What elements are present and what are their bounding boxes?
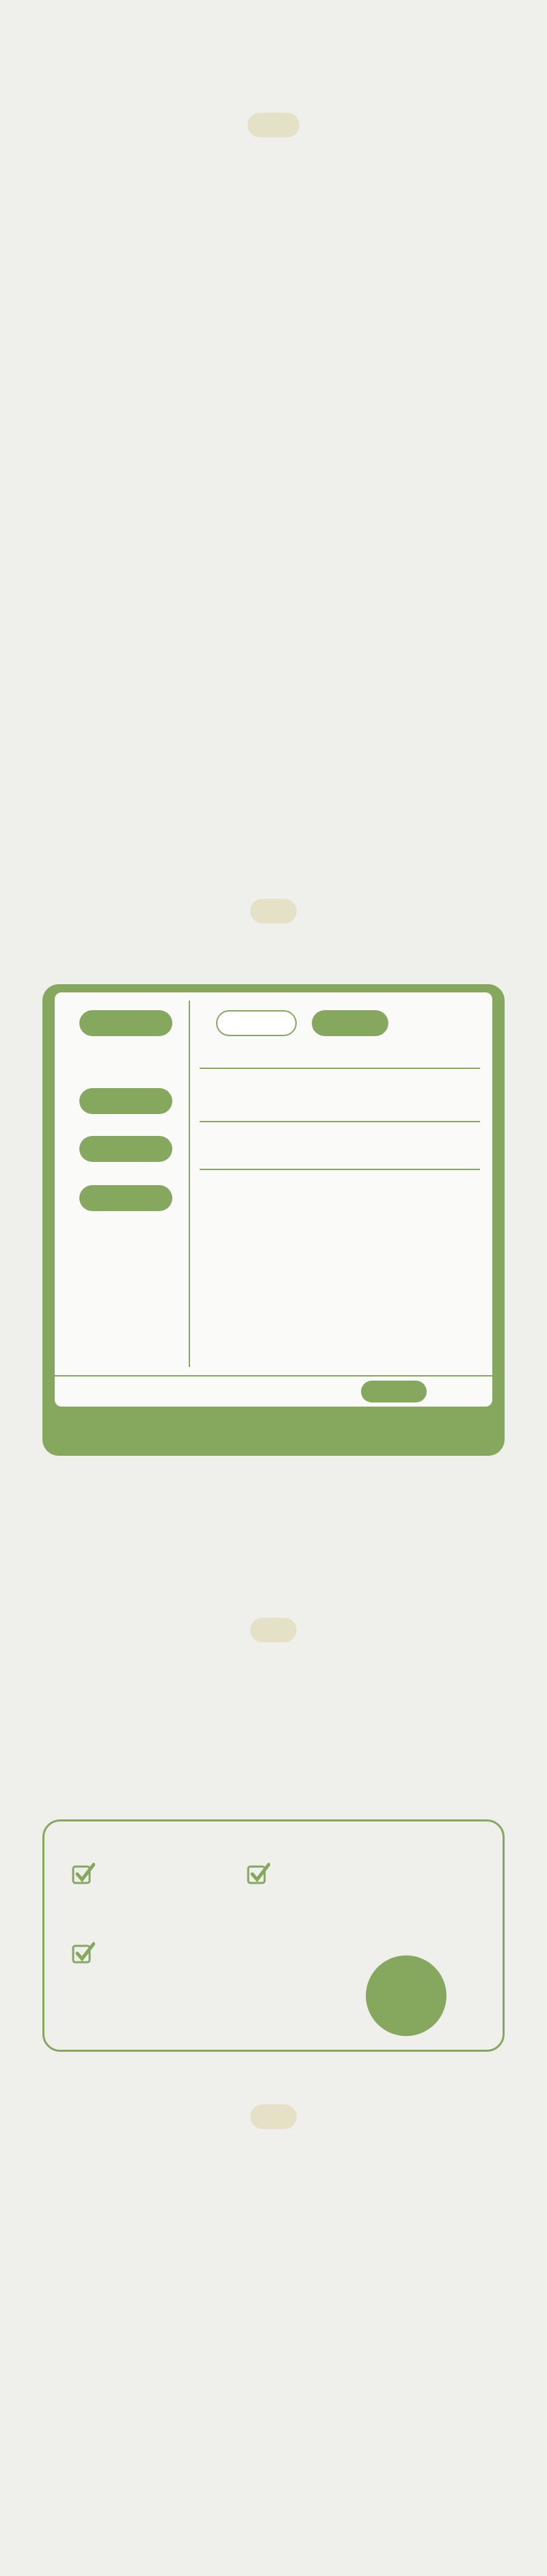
row-divider: [200, 1169, 480, 1170]
test-results-panel: [42, 1819, 505, 2052]
package-label: [79, 1136, 172, 1162]
dosage-age-1: [216, 1010, 297, 1036]
suitable-strip: [55, 1377, 492, 1407]
seal-line-2: [361, 1962, 439, 1981]
row-divider: [200, 1068, 480, 1069]
report-title: [0, 2120, 547, 2133]
check-icon: [72, 1862, 95, 1886]
safety-line-3-wrap: [0, 1633, 547, 1646]
reviews-title: [0, 68, 547, 139]
row-divider: [200, 1121, 480, 1122]
usage-table-inner: [55, 992, 492, 1375]
check-icon: [247, 1862, 270, 1886]
check-icon: [72, 1942, 95, 1965]
divider: [189, 1001, 190, 1367]
usage-table: [42, 984, 505, 1456]
other-info-label: [79, 1185, 172, 1211]
dosage-age-2: [312, 1010, 388, 1036]
seal-line-1: [361, 1962, 439, 1981]
suitable-pill: [361, 1381, 427, 1402]
usage-title: [0, 914, 547, 927]
dosage-label: [79, 1010, 172, 1036]
method-label: [79, 1088, 172, 1114]
all-passed-seal: [357, 1947, 455, 2044]
